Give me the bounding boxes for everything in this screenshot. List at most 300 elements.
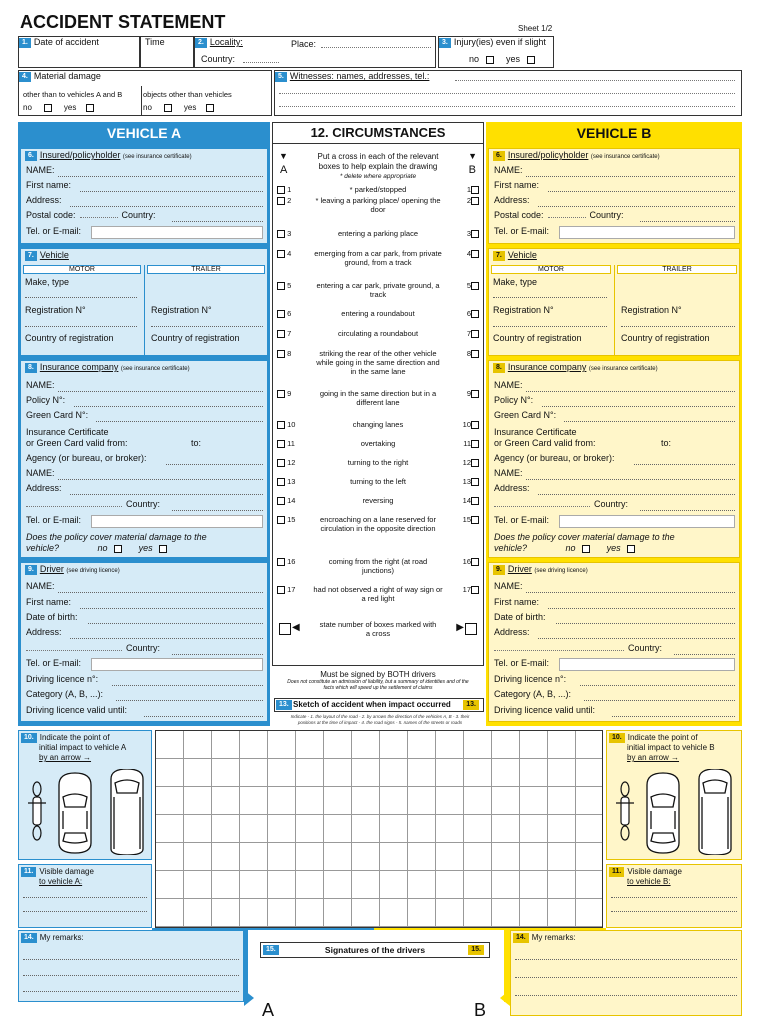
no-checkbox[interactable]: [44, 104, 52, 112]
cert-to-label: to:: [191, 438, 202, 448]
signatures-label: Signatures of the drivers: [324, 945, 426, 955]
impact-b-text: [609, 733, 715, 763]
circumstance-text: overtaking: [360, 439, 396, 448]
motor-reg-field[interactable]: [493, 326, 607, 327]
circumstance-checkbox-b[interactable]: [463, 557, 479, 566]
material-objects-options: [143, 103, 214, 112]
circumstance-checkbox-a[interactable]: [277, 389, 291, 398]
remarks-a-field-2[interactable]: [23, 975, 239, 976]
section-number: 15.: [468, 945, 484, 955]
circumstance-checkbox-b[interactable]: [467, 281, 479, 290]
address-label: Address:: [26, 627, 62, 637]
driver-first-row[interactable]: [494, 597, 735, 612]
cover-vehicle-label: vehicle?: [494, 543, 528, 553]
injury-yes-label: yes: [506, 54, 521, 64]
section-number: 11.: [609, 867, 624, 877]
damage-a-text: [21, 867, 94, 887]
locality-label: Locality:: [209, 37, 243, 47]
address-label: Address:: [26, 195, 62, 205]
section-number: 8.: [25, 363, 37, 373]
col-b-label: B: [468, 164, 476, 176]
insured-first-row[interactable]: [26, 180, 263, 195]
section-number: 14.: [21, 933, 37, 943]
vehicle-diagram-a[interactable]: [25, 769, 151, 855]
circumstance-text: emerging from a car park, from private ground, from a track: [314, 249, 442, 267]
yes-label: yes: [63, 103, 77, 112]
damage-b-field-2[interactable]: [611, 911, 737, 912]
circumstance-number: 12: [462, 458, 471, 467]
circumstance-checkbox-a[interactable]: [277, 557, 295, 566]
agency-row[interactable]: [494, 453, 735, 468]
trailer-country-label[interactable]: Country of registration: [621, 333, 710, 343]
driver-header: [21, 563, 267, 576]
circumstance-checkbox-b[interactable]: [463, 496, 479, 505]
insurance-name-row[interactable]: [494, 380, 735, 395]
cover-no-checkbox[interactable]: [114, 545, 122, 553]
first-name-label: First name:: [494, 597, 540, 607]
damage-label-2: to vehicle A:: [39, 877, 83, 887]
time-box[interactable]: [140, 36, 194, 68]
remarks-label: My remarks:: [39, 933, 84, 943]
agency-label: Agency (or bureau, or broker):: [494, 453, 615, 463]
witness-field-3[interactable]: [279, 106, 735, 107]
section-number: 6.: [493, 151, 505, 161]
name-label: NAME:: [494, 581, 523, 591]
name-label: NAME:: [26, 380, 55, 390]
circumstance-checkbox-b[interactable]: [467, 249, 479, 258]
country-label: Country:: [628, 643, 663, 653]
driver-title: Driver: [507, 564, 532, 574]
circumstances-panel: [272, 122, 484, 666]
circumstance-number: 14: [287, 496, 296, 505]
insured-tel-field[interactable]: [91, 226, 263, 239]
circumstance-checkbox-b[interactable]: [463, 477, 479, 486]
injury-box: [438, 36, 554, 68]
address-label: Address:: [494, 627, 530, 637]
agency-row[interactable]: [26, 453, 263, 468]
circumstance-number: 15: [462, 515, 471, 524]
place-label: Place:: [291, 39, 317, 49]
name-label: NAME:: [494, 165, 523, 175]
circumstance-text: reversing: [362, 496, 394, 505]
cover-no-label: no: [97, 543, 108, 553]
circumstance-checkbox-a[interactable]: [277, 458, 295, 467]
agency-name-row[interactable]: [26, 468, 263, 483]
circumstance-checkbox-a[interactable]: [277, 515, 295, 524]
impact-b-panel: [606, 730, 742, 860]
time-label: Time: [145, 37, 165, 47]
driver-address-row[interactable]: [26, 627, 263, 642]
make-field[interactable]: [493, 297, 607, 298]
category-row[interactable]: [494, 689, 735, 704]
section-number: 2.: [195, 38, 207, 48]
circumstance-text: * leaving a parking place/ opening the door: [315, 196, 441, 214]
insured-address-row[interactable]: [26, 195, 263, 210]
circumstance-checkbox-b[interactable]: [463, 515, 479, 524]
circumstance-6: [277, 309, 479, 318]
cover-no-checkbox[interactable]: [582, 545, 590, 553]
remarks-b-field-1[interactable]: [515, 959, 737, 960]
licence-row[interactable]: [494, 674, 735, 689]
licence-valid-row[interactable]: [26, 705, 263, 720]
circumstance-checkbox-a[interactable]: [277, 349, 291, 358]
circumstance-checkbox-a[interactable]: [277, 496, 295, 505]
sketch-sub: Indicate - 1. the layout of the road - 2. by arrows the direction of the vehicles A, B - 3. their positions at the time of impact - 4. the road signs - 5. names of the streets or roads: [290, 714, 470, 725]
section-number: 15.: [263, 945, 279, 955]
remarks-a-field-3[interactable]: [23, 991, 239, 992]
cover-vehicle-label: vehicle?: [26, 543, 60, 553]
impact-a-panel: [18, 730, 152, 860]
address-label: Address:: [494, 483, 530, 493]
insurance-a-panel: [20, 360, 268, 558]
insured-postal-row[interactable]: [494, 210, 735, 225]
circumstance-checkbox-a[interactable]: [277, 229, 291, 238]
cover-question-2: [26, 543, 167, 553]
driver-first-row[interactable]: [26, 597, 263, 612]
circumstance-checkbox-a[interactable]: [277, 196, 291, 205]
sketch-header: [274, 698, 484, 712]
circumstance-number: 6: [466, 309, 471, 318]
trailer-country-label[interactable]: Country of registration: [151, 333, 240, 343]
car-icon: [647, 773, 679, 853]
side-legal-text: [748, 70, 768, 1010]
injury-yes-checkbox[interactable]: [527, 56, 535, 64]
cover-no-label: no: [565, 543, 576, 553]
motor-country-label[interactable]: Country of registration: [493, 333, 582, 343]
injury-no-checkbox[interactable]: [486, 56, 494, 64]
damage-b-text: [609, 867, 682, 887]
remarks-b-field-2[interactable]: [515, 977, 737, 978]
circumstance-checkbox-a[interactable]: [277, 585, 295, 594]
material-damage-box: [18, 70, 272, 116]
circumstance-checkbox-a[interactable]: [277, 329, 291, 338]
circumstance-number: 3: [287, 229, 292, 238]
driver-country-row[interactable]: [494, 643, 735, 658]
agency-country-row[interactable]: [494, 499, 735, 514]
circumstance-number: 16: [462, 557, 471, 566]
driver-dob-row[interactable]: [494, 612, 735, 627]
circumstance-text: turning to the left: [350, 477, 406, 486]
circumstance-checkbox-b[interactable]: [467, 389, 479, 398]
licence-row[interactable]: [26, 674, 263, 689]
name-label: NAME:: [26, 468, 55, 478]
circumstance-number: 5: [466, 281, 471, 290]
circumstance-checkbox-b[interactable]: [467, 185, 479, 194]
licence-label: Driving licence n°:: [494, 674, 567, 684]
section-number: 14.: [513, 933, 529, 943]
category-label: Category (A, B, ...):: [494, 689, 572, 699]
section-number: 3.: [439, 38, 451, 48]
motor-reg-label[interactable]: Registration N°: [25, 305, 86, 315]
cover-yes-label: yes: [606, 543, 621, 553]
trailer-header: TRAILER: [147, 265, 265, 274]
circumstance-checkbox-b[interactable]: [467, 229, 479, 238]
sheet-number: Sheet 1/2: [518, 24, 553, 33]
date-label: Date of accident: [33, 37, 99, 47]
circumstance-number: 9: [287, 389, 292, 398]
yes-checkbox[interactable]: [206, 104, 214, 112]
arrow-right-icon: ▶: [456, 622, 464, 633]
circumstance-checkbox-b[interactable]: [463, 458, 479, 467]
car-icon: [59, 773, 91, 853]
circumstance-number: 7: [287, 329, 292, 338]
cover-question-1: Does the policy cover material damage to the: [26, 532, 207, 542]
circumstances-title: 12. CIRCUMSTANCES: [310, 125, 446, 140]
tel-label: Tel. or E-mail:: [26, 515, 82, 525]
green-card-row[interactable]: [494, 410, 735, 425]
sketch-grid[interactable]: [155, 730, 603, 928]
vehicle-b-panel: [488, 248, 740, 356]
first-name-label: First name:: [26, 180, 72, 190]
circumstance-checkbox-a[interactable]: [277, 249, 291, 258]
count-box-a[interactable]: [279, 623, 291, 635]
damage-a-field-1[interactable]: [23, 897, 147, 898]
insured-header: [489, 149, 739, 162]
country-field[interactable]: [243, 62, 279, 63]
cover-yes-label: yes: [138, 543, 153, 553]
vehicle-a-header: VEHICLE A: [18, 122, 270, 144]
make-label[interactable]: Make, type: [25, 277, 70, 287]
circumstance-17: [277, 585, 479, 603]
arrow-left-icon: ◀: [292, 622, 300, 633]
circumstance-9: [277, 389, 479, 407]
divider: [141, 86, 142, 116]
vehicle-diagram-b[interactable]: [613, 769, 739, 855]
insurance-name-row[interactable]: [26, 380, 263, 395]
no-checkbox[interactable]: [164, 104, 172, 112]
licence-valid-row[interactable]: [494, 705, 735, 720]
circumstance-number: 17: [287, 585, 296, 594]
circumstance-checkbox-b[interactable]: [467, 196, 479, 205]
impact-label-1: Indicate the point of: [627, 733, 698, 743]
dob-label: Date of birth:: [494, 612, 546, 622]
motor-reg-field[interactable]: [25, 326, 137, 327]
cover-yes-checkbox[interactable]: [627, 545, 635, 553]
damage-b-field-1[interactable]: [611, 897, 737, 898]
insured-address-row[interactable]: [494, 195, 735, 210]
first-name-label: First name:: [26, 597, 72, 607]
injury-options: [469, 54, 535, 64]
impact-label-1: Indicate the point of: [39, 733, 110, 743]
circumstance-text: entering a car park, private ground, a track: [316, 281, 440, 299]
insured-postal-row[interactable]: [26, 210, 263, 225]
name-label: NAME:: [26, 581, 55, 591]
driver-dob-row[interactable]: [26, 612, 263, 627]
witness-label: Witnesses: names, addresses, tel.:: [289, 71, 430, 81]
circumstance-10: [277, 420, 479, 429]
section-number: 7.: [25, 251, 37, 261]
section-number: 4.: [19, 72, 31, 82]
place-field[interactable]: [321, 47, 431, 48]
trailer-reg-label[interactable]: Registration N°: [151, 305, 212, 315]
impact-label-3: by an arrow →: [627, 753, 680, 763]
agency-tel-field[interactable]: [91, 515, 263, 528]
cert-label-1: Insurance Certificate: [26, 427, 109, 437]
tel-label: Tel. or E-mail:: [494, 226, 550, 236]
no-label: no: [23, 103, 32, 112]
cert-label-1: Insurance Certificate: [494, 427, 577, 437]
damage-a-field-2[interactable]: [23, 911, 147, 912]
remarks-label: My remarks:: [531, 933, 576, 943]
witnesses-box[interactable]: [274, 70, 742, 116]
agency-address-row[interactable]: [494, 483, 735, 498]
circumstance-number: 8: [466, 349, 471, 358]
circumstance-checkbox-b[interactable]: [463, 439, 479, 448]
circumstance-15: [277, 515, 479, 533]
damage-label-1: Visible damage: [627, 867, 682, 877]
insurance-title: Insurance company: [39, 362, 119, 372]
material-sub-objects: objects other than vehicles: [143, 90, 232, 99]
licence-valid-label: Driving licence valid until:: [494, 705, 596, 715]
cover-question-1: Does the policy cover material damage to the: [494, 532, 675, 542]
insured-first-row[interactable]: [494, 180, 735, 195]
circumstance-checkbox-a[interactable]: [277, 477, 295, 486]
signature-a-area[interactable]: [260, 960, 372, 1010]
circumstance-checkbox-b[interactable]: [467, 349, 479, 358]
circumstance-8: [277, 349, 479, 376]
damage-a-panel: [18, 864, 152, 928]
signature-a-label: A: [262, 1000, 275, 1020]
driver-name-row[interactable]: [494, 581, 735, 596]
circumstance-14: [277, 496, 479, 505]
driver-country-row[interactable]: [26, 643, 263, 658]
motor-header: MOTOR: [23, 265, 141, 274]
section-number: 9.: [493, 565, 505, 575]
green-card-label: Green Card N°:: [26, 410, 89, 420]
circumstance-number: 10: [462, 420, 471, 429]
section-number: 1.: [19, 38, 31, 48]
circumstance-number: 1: [287, 185, 292, 194]
motor-country-label[interactable]: Country of registration: [25, 333, 114, 343]
vehicle-a-panel: [20, 248, 268, 356]
section-number: 5.: [275, 72, 287, 82]
vehicle-title: Vehicle: [39, 250, 69, 260]
signature-b-label: B: [474, 1000, 487, 1020]
agency-address-row[interactable]: [26, 483, 263, 498]
postal-label: Postal code:: [26, 210, 76, 220]
driver-tel-field[interactable]: [559, 658, 735, 671]
section-number: 7.: [493, 251, 505, 261]
intro-2: boxes to help explain the drawing: [318, 162, 438, 171]
insured-a-panel: [20, 148, 268, 244]
green-card-row[interactable]: [26, 410, 263, 425]
trailer-reg-field[interactable]: [151, 326, 263, 327]
insured-name-row[interactable]: [494, 165, 735, 180]
remarks-b-field-3[interactable]: [515, 995, 737, 996]
insured-name-row[interactable]: [26, 165, 263, 180]
circumstance-number: 9: [466, 389, 471, 398]
witness-field-1[interactable]: [455, 80, 735, 81]
make-label[interactable]: Make, type: [493, 277, 538, 287]
circumstance-number: 11: [287, 439, 295, 448]
category-row[interactable]: [26, 689, 263, 704]
remarks-a-field-1[interactable]: [23, 959, 239, 960]
remarks-header: [513, 933, 576, 943]
circumstance-number: 16: [287, 557, 296, 566]
circumstance-number: 11: [463, 439, 471, 448]
section-number: 10.: [609, 733, 625, 743]
circumstance-checkbox-a[interactable]: [277, 439, 295, 448]
driver-address-row[interactable]: [494, 627, 735, 642]
circumstance-checkbox-b[interactable]: [467, 309, 479, 318]
green-card-label: Green Card N°:: [494, 410, 557, 420]
signatures-header: [260, 942, 490, 958]
count-box-b[interactable]: [465, 623, 477, 635]
circumstance-number: 17: [462, 585, 471, 594]
agency-tel-field[interactable]: [559, 515, 735, 528]
insured-tel-field[interactable]: [559, 226, 735, 239]
driver-a-panel: [20, 562, 268, 722]
circumstance-number: 8: [287, 349, 292, 358]
trailer-header: TRAILER: [617, 265, 737, 274]
circumstance-number: 1: [466, 185, 471, 194]
yes-checkbox[interactable]: [86, 104, 94, 112]
material-vehicles-options: [23, 103, 94, 112]
insurance-header: [489, 361, 739, 374]
locality-box[interactable]: [194, 36, 436, 68]
motor-header: MOTOR: [491, 265, 611, 274]
tel-label: Tel. or E-mail:: [26, 658, 82, 668]
driver-name-row[interactable]: [26, 581, 263, 596]
name-label: NAME:: [494, 380, 523, 390]
country-label: Country:: [121, 210, 156, 220]
make-field[interactable]: [25, 297, 137, 298]
driver-header: [489, 563, 739, 576]
policy-row[interactable]: [494, 395, 735, 410]
circumstance-number: 12: [287, 458, 296, 467]
insurance-header: [21, 361, 267, 374]
trailer-reg-label[interactable]: Registration N°: [621, 305, 682, 315]
agency-country-row[interactable]: [26, 499, 263, 514]
country-label: Country:: [594, 499, 629, 509]
circumstance-checkbox-b[interactable]: [467, 329, 479, 338]
circumstance-checkbox-a[interactable]: [277, 185, 291, 194]
insurance-sub: (see insurance certificate): [588, 366, 658, 372]
yes-label: yes: [183, 103, 197, 112]
witness-field-2[interactable]: [279, 93, 735, 94]
insured-b-panel: [488, 148, 740, 244]
insurance-title: Insurance company: [507, 362, 587, 372]
trailer-reg-field[interactable]: [621, 326, 735, 327]
remarks-header: [21, 933, 84, 943]
country-label: Country:: [589, 210, 624, 220]
motor-reg-label[interactable]: Registration N°: [493, 305, 554, 315]
circumstance-text: coming from the right (at road junctions): [328, 557, 428, 575]
section-number: 13.: [463, 700, 479, 710]
circumstance-checkbox-a[interactable]: [277, 309, 291, 318]
cert-label-2: or Green Card valid from:: [26, 438, 128, 448]
circumstance-checkbox-b[interactable]: [463, 585, 479, 594]
tel-label: Tel. or E-mail:: [494, 515, 550, 525]
circumstance-text: encroaching on a lane reserved for circulation in the opposite direction: [320, 515, 436, 533]
cover-yes-checkbox[interactable]: [159, 545, 167, 553]
section-number: 11.: [21, 867, 36, 877]
circumstance-checkbox-a[interactable]: [277, 420, 295, 429]
agency-name-row[interactable]: [494, 468, 735, 483]
damage-label-2: to vehicle B:: [627, 877, 671, 887]
circumstance-checkbox-a[interactable]: [277, 281, 291, 290]
date-of-accident-box[interactable]: [18, 36, 140, 68]
circumstance-text: * parked/stopped: [349, 185, 407, 194]
circumstance-2: [277, 196, 479, 214]
name-label: NAME:: [26, 165, 55, 175]
circumstance-checkbox-b[interactable]: [463, 420, 479, 429]
policy-row[interactable]: [26, 395, 263, 410]
vehicle-header: [21, 249, 267, 262]
no-label: no: [143, 103, 152, 112]
driver-tel-field[interactable]: [91, 658, 263, 671]
circumstance-number: 6: [287, 309, 292, 318]
